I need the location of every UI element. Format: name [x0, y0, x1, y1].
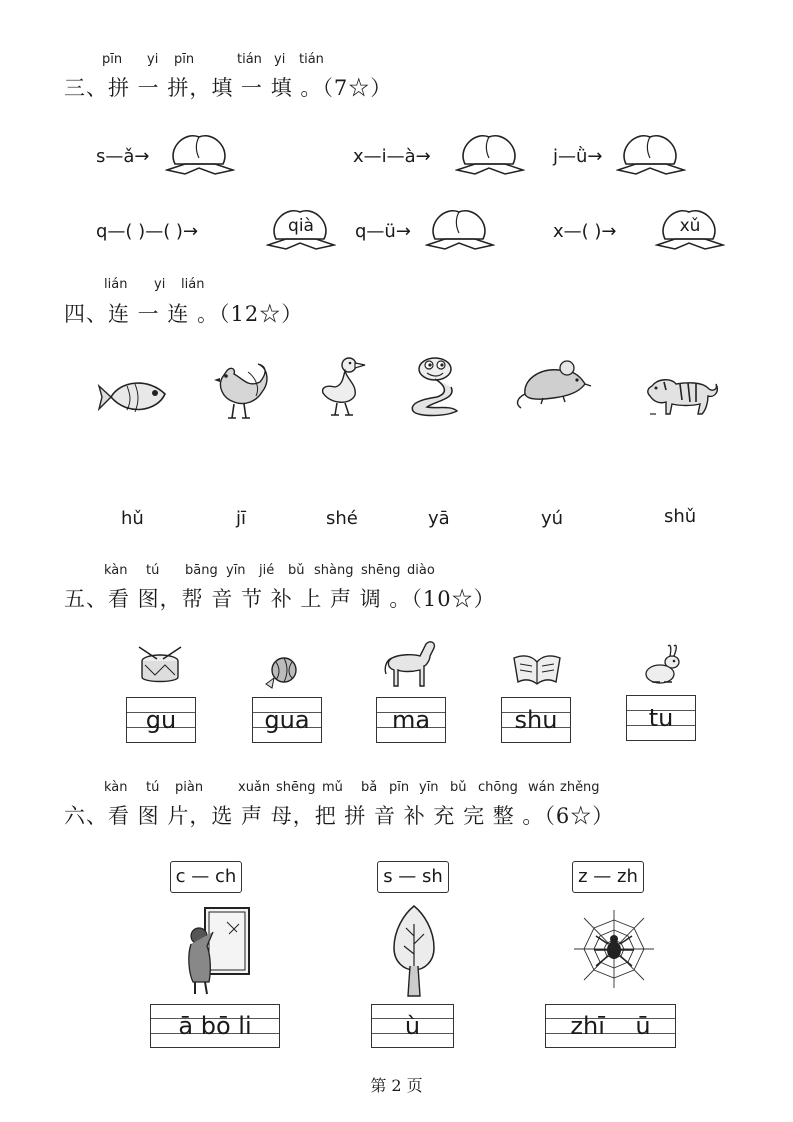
initial-choice[interactable]: s — sh	[377, 861, 449, 893]
peach-icon	[616, 128, 686, 178]
duck-icon[interactable]	[317, 355, 369, 419]
pinyin: lián	[104, 277, 128, 292]
tiger-icon[interactable]	[636, 370, 720, 420]
horse-icon	[380, 638, 440, 690]
rabbit-icon	[638, 642, 684, 688]
pinyin: shàng	[314, 563, 354, 578]
pinyin: chōng	[478, 780, 518, 795]
pinyin: kàn	[104, 780, 128, 795]
peach-icon	[425, 203, 495, 253]
tree-icon	[388, 904, 440, 998]
pinyin: diào	[407, 563, 435, 578]
pinyin-grid[interactable]	[150, 1004, 280, 1048]
animal-pinyin: jī	[236, 508, 247, 529]
pinyin: wán	[528, 780, 555, 795]
pinyin: tián	[237, 52, 262, 67]
section-heading: 四、连 一 连 。（12☆）	[64, 302, 304, 326]
peach-icon	[165, 128, 235, 178]
pinyin: yi	[147, 52, 159, 67]
spelling-formula: j—ǜ→	[553, 146, 603, 167]
section-heading: 三、拼 一 拼，填 一 填 。（7☆）	[64, 76, 393, 100]
spelling-formula: x—i—à→	[353, 146, 431, 167]
window-icon	[183, 902, 253, 998]
pinyin: zhěng	[560, 780, 600, 795]
syllable: gua	[264, 706, 310, 734]
pinyin: pīn	[174, 52, 195, 67]
syllable: ā bō li	[178, 1012, 252, 1040]
peach-answer-box[interactable]	[655, 203, 725, 253]
peach-answer-box[interactable]	[616, 128, 686, 178]
pinyin: lián	[181, 277, 205, 292]
initial-choice[interactable]: c — ch	[170, 861, 242, 893]
snake-icon[interactable]	[405, 355, 463, 419]
animal-pinyin: shé	[326, 508, 358, 529]
pinyin-grid[interactable]	[545, 1004, 676, 1048]
syllable: ù	[404, 1012, 421, 1040]
pinyin: yīn	[419, 780, 439, 795]
spelling-formula: q—ü→	[355, 221, 411, 242]
pinyin: yīn	[226, 563, 246, 578]
peach-answer-box[interactable]	[165, 128, 235, 178]
syllable: zhī ū	[570, 1012, 651, 1040]
pinyin: bǎ	[361, 780, 378, 795]
spelling-formula: x—( )→	[553, 221, 617, 242]
pinyin-grid[interactable]	[376, 697, 446, 743]
pinyin-grid[interactable]	[501, 697, 571, 743]
section-heading: 五、看 图，帮 音 节 补 上 声 调 。（10☆）	[64, 587, 496, 611]
page-number: 第 2 页	[370, 1076, 423, 1095]
spelling-formula: q—( )—( )→	[96, 221, 199, 242]
pinyin: yi	[154, 277, 166, 292]
syllable: gu	[145, 706, 177, 734]
animal-pinyin: hǔ	[121, 508, 144, 529]
syllable: shu	[514, 706, 558, 734]
pinyin: tú	[146, 563, 160, 578]
pinyin: shēng	[276, 780, 316, 795]
pinyin-grid[interactable]	[371, 1004, 454, 1048]
initial-choice[interactable]: z — zh	[572, 861, 644, 893]
drum-icon	[135, 645, 185, 687]
pinyin: xuǎn	[238, 780, 271, 795]
peach-icon	[455, 128, 525, 178]
spider-icon	[568, 906, 660, 992]
spelling-formula: s—ǎ→	[96, 146, 150, 167]
pinyin: kàn	[104, 563, 128, 578]
section-heading: 六、看 图 片，选 声 母，把 拼 音 补 充 完 整 。（6☆）	[64, 804, 615, 828]
pinyin: bǔ	[288, 563, 305, 578]
pinyin-grid[interactable]	[252, 697, 322, 743]
fish-icon[interactable]	[97, 372, 169, 422]
pinyin: jié	[259, 563, 275, 578]
pinyin: tú	[146, 780, 160, 795]
pinyin: mǔ	[322, 780, 343, 795]
peach-answer: xǔ	[679, 216, 701, 236]
peach-answer: qià	[288, 216, 314, 236]
rooster-icon[interactable]	[208, 362, 270, 422]
pinyin: pīn	[102, 52, 123, 67]
peach-answer-box[interactable]	[425, 203, 495, 253]
watermelon-icon	[262, 654, 302, 690]
pinyin: bāng	[185, 563, 218, 578]
syllable: tu	[648, 704, 674, 732]
pinyin: pīn	[389, 780, 410, 795]
animal-pinyin: yā	[428, 508, 450, 529]
pinyin-grid[interactable]	[626, 695, 696, 741]
book-icon	[510, 648, 564, 688]
pinyin: bǔ	[450, 780, 467, 795]
pinyin: tián	[299, 52, 324, 67]
mouse-icon[interactable]	[513, 354, 593, 412]
pinyin: piàn	[175, 780, 204, 795]
syllable: ma	[391, 706, 431, 734]
pinyin-grid[interactable]	[126, 697, 196, 743]
animal-pinyin: shǔ	[664, 506, 697, 527]
peach-answer-box[interactable]	[455, 128, 525, 178]
animal-pinyin: yú	[541, 508, 564, 529]
pinyin: yi	[274, 52, 286, 67]
peach-answer-box[interactable]	[266, 203, 336, 253]
pinyin: shēng	[361, 563, 401, 578]
